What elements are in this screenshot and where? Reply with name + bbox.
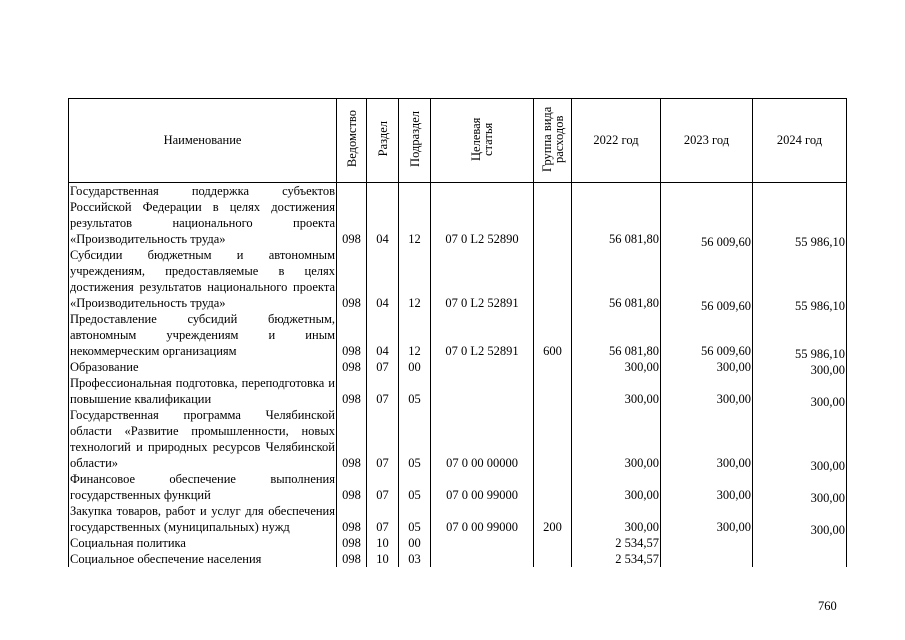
row-celevaya-statya: 07 0 L2 52890 bbox=[431, 183, 534, 248]
row-2023: 300,00 bbox=[661, 471, 753, 503]
row-vedomstvo: 098 bbox=[337, 359, 367, 375]
row-podrazdel: 12 bbox=[399, 311, 431, 359]
row-gruppa bbox=[534, 407, 572, 471]
row-2024: 55 986,10 bbox=[753, 183, 847, 248]
row-name: Государственная программа Челябинской области «Развитие промышленности, новых технологий и природных ресурсов Челябинской области» bbox=[70, 408, 335, 470]
row-podrazdel: 05 bbox=[399, 375, 431, 407]
row-vedomstvo: 098 bbox=[337, 183, 367, 248]
table-row bbox=[69, 503, 847, 535]
header-vedomstvo: Ведомство bbox=[337, 99, 367, 183]
row-name: Предоставление субсидий бюджетным, автономным учреждениям и иным некоммерческим организациям bbox=[70, 312, 335, 358]
row-razdel: 07 bbox=[367, 359, 399, 375]
row-podrazdel: 12 bbox=[399, 183, 431, 248]
row-2023: 300,00 bbox=[661, 375, 753, 407]
row-2024: 300,00 bbox=[753, 503, 847, 535]
row-gruppa bbox=[534, 375, 572, 407]
row-podrazdel: 12 bbox=[399, 247, 431, 311]
row-razdel: 04 bbox=[367, 311, 399, 359]
row-name: Профессиональная подготовка, переподготовка и повышение квалификации bbox=[70, 376, 335, 406]
row-celevaya-statya: 07 0 00 00000 bbox=[431, 407, 534, 471]
row-celevaya-statya bbox=[431, 551, 534, 567]
row-gruppa bbox=[534, 551, 572, 567]
row-razdel: 04 bbox=[367, 183, 399, 248]
row-vedomstvo: 098 bbox=[337, 311, 367, 359]
row-2022: 56 081,80 bbox=[572, 311, 661, 359]
row-2023: 300,00 bbox=[661, 503, 753, 535]
row-name: Образование bbox=[69, 359, 337, 375]
row-vedomstvo: 098 bbox=[337, 551, 367, 567]
row-2023 bbox=[661, 535, 753, 551]
budget-table bbox=[68, 98, 847, 567]
row-2022: 56 081,80 bbox=[572, 183, 661, 248]
page-number: 760 bbox=[818, 599, 837, 613]
row-vedomstvo: 098 bbox=[337, 407, 367, 471]
table-row bbox=[69, 535, 847, 551]
row-2024: 300,00 bbox=[753, 359, 847, 375]
table-row bbox=[69, 311, 847, 359]
row-podrazdel: 00 bbox=[399, 535, 431, 551]
row-vedomstvo: 098 bbox=[337, 375, 367, 407]
row-2022: 2 534,57 bbox=[572, 551, 661, 567]
row-celevaya-statya: 07 0 00 99000 bbox=[431, 471, 534, 503]
header-2023: 2023 год bbox=[661, 99, 753, 183]
header-2022: 2022 год bbox=[572, 99, 661, 183]
row-podrazdel: 03 bbox=[399, 551, 431, 567]
row-razdel: 04 bbox=[367, 247, 399, 311]
row-2023 bbox=[661, 551, 753, 567]
row-2022: 300,00 bbox=[572, 407, 661, 471]
row-celevaya-statya bbox=[431, 359, 534, 375]
row-podrazdel: 00 bbox=[399, 359, 431, 375]
table-row bbox=[69, 551, 847, 567]
row-razdel: 10 bbox=[367, 551, 399, 567]
row-gruppa bbox=[534, 247, 572, 311]
header-celevaya-statya: Целевая статья bbox=[431, 99, 534, 183]
row-gruppa bbox=[534, 183, 572, 248]
row-2022: 300,00 bbox=[572, 471, 661, 503]
row-vedomstvo: 098 bbox=[337, 471, 367, 503]
header-podrazdel: Подраздел bbox=[399, 99, 431, 183]
row-vedomstvo: 098 bbox=[337, 535, 367, 551]
row-2022: 300,00 bbox=[572, 503, 661, 535]
row-2022: 2 534,57 bbox=[572, 535, 661, 551]
row-razdel: 07 bbox=[367, 471, 399, 503]
row-podrazdel: 05 bbox=[399, 471, 431, 503]
row-celevaya-statya: 07 0 L2 52891 bbox=[431, 311, 534, 359]
row-name: Социальная политика bbox=[69, 535, 337, 551]
row-razdel: 07 bbox=[367, 503, 399, 535]
row-2024: 300,00 bbox=[753, 375, 847, 407]
row-name: Финансовое обеспечение выполнения государственных функций bbox=[70, 472, 335, 502]
table-row bbox=[69, 471, 847, 503]
header-name: Наименование bbox=[69, 99, 337, 183]
row-name: Субсидии бюджетным и автономным учреждениям, предоставляемые в целях достижения результатов национального проекта «Производительность труда» bbox=[70, 248, 335, 310]
row-name: Социальное обеспечение населения bbox=[69, 551, 337, 567]
row-gruppa: 600 bbox=[534, 311, 572, 359]
row-vedomstvo: 098 bbox=[337, 503, 367, 535]
row-gruppa bbox=[534, 471, 572, 503]
row-podrazdel: 05 bbox=[399, 503, 431, 535]
row-celevaya-statya bbox=[431, 535, 534, 551]
table-row bbox=[69, 359, 847, 375]
table-row bbox=[69, 375, 847, 407]
row-2023: 300,00 bbox=[661, 407, 753, 471]
row-gruppa: 200 bbox=[534, 503, 572, 535]
table-header-row bbox=[69, 99, 847, 183]
row-razdel: 07 bbox=[367, 407, 399, 471]
row-2023: 56 009,60 bbox=[661, 247, 753, 311]
row-gruppa bbox=[534, 359, 572, 375]
row-gruppa bbox=[534, 535, 572, 551]
row-2024: 300,00 bbox=[753, 407, 847, 471]
header-gruppa-vida-rashodov: Группа вида расходов bbox=[534, 99, 572, 183]
header-2024: 2024 год bbox=[753, 99, 847, 183]
row-vedomstvo: 098 bbox=[337, 247, 367, 311]
row-celevaya-statya: 07 0 L2 52891 bbox=[431, 247, 534, 311]
row-2024: 55 986,10 bbox=[753, 247, 847, 311]
row-2023: 56 009,60 bbox=[661, 311, 753, 359]
row-2023: 300,00 bbox=[661, 359, 753, 375]
table-row bbox=[69, 407, 847, 471]
row-name: Закупка товаров, работ и услуг для обеспечения государственных (муниципальных) нужд bbox=[70, 504, 335, 534]
row-2023: 56 009,60 bbox=[661, 183, 753, 248]
row-razdel: 10 bbox=[367, 535, 399, 551]
row-podrazdel: 05 bbox=[399, 407, 431, 471]
row-2024 bbox=[753, 551, 847, 567]
table-row bbox=[69, 247, 847, 311]
row-2022: 300,00 bbox=[572, 375, 661, 407]
row-celevaya-statya: 07 0 00 99000 bbox=[431, 503, 534, 535]
row-razdel: 07 bbox=[367, 375, 399, 407]
row-2024: 300,00 bbox=[753, 471, 847, 503]
row-2022: 56 081,80 bbox=[572, 247, 661, 311]
row-name: Государственная поддержка субъектов Российской Федерации в целях достижения результатов национального проекта «Производительность труда» bbox=[70, 184, 335, 246]
table-row bbox=[69, 183, 847, 248]
header-razdel: Раздел bbox=[367, 99, 399, 183]
row-2022: 300,00 bbox=[572, 359, 661, 375]
row-2024: 55 986,10 bbox=[753, 311, 847, 359]
row-celevaya-statya bbox=[431, 375, 534, 407]
